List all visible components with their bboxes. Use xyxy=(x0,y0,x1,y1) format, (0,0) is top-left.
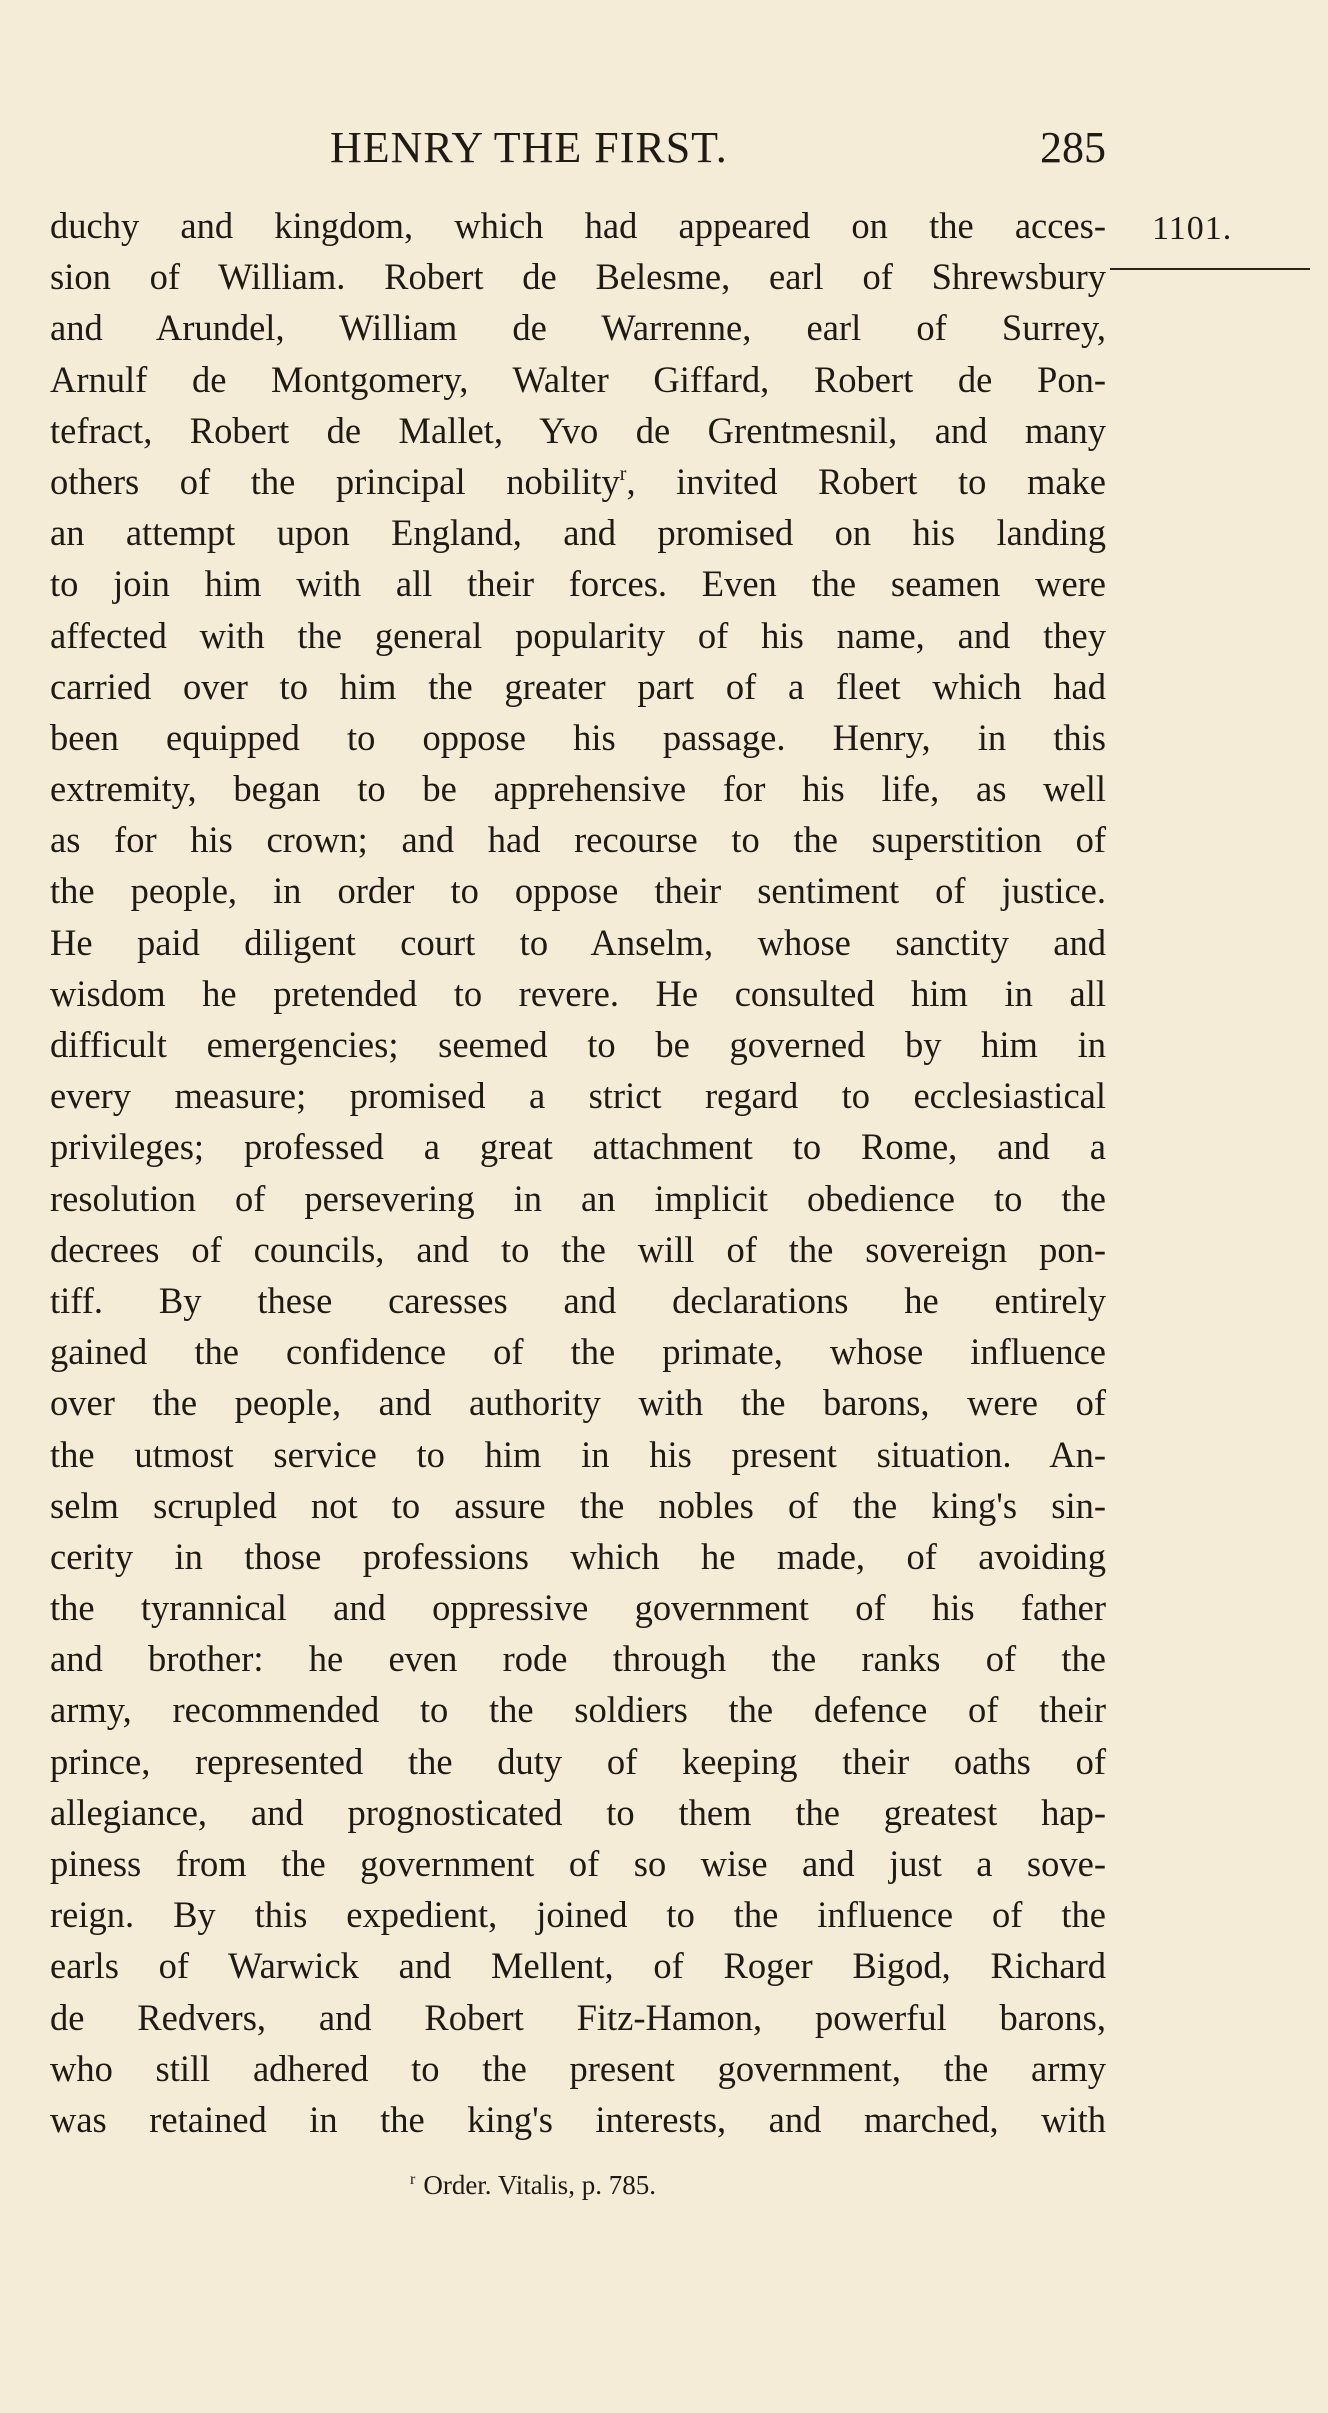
text-line: the tyrannical and oppressive government of his father xyxy=(50,1587,1106,1629)
text-line: army, recommended to the soldiers the defence of their xyxy=(50,1689,1106,1731)
text-line: tiff. By these caresses and declarations he entirely xyxy=(50,1279,1106,1321)
text-line: an attempt upon England, and promised on his landing xyxy=(50,512,1106,554)
text-line-start: others of the principal nobility xyxy=(50,460,620,502)
text-line: was retained in the king's interests, and marched, with xyxy=(50,2098,1106,2140)
margin-rule xyxy=(1110,268,1310,270)
text-line: extremity, began to be apprehensive for his life, as well xyxy=(50,768,1106,810)
body-text xyxy=(50,200,1106,2145)
text-line: difficult emergencies; seemed to be governed by him in xyxy=(50,1024,1106,1065)
text-line: every measure; promised a strict regard to ecclesiastical xyxy=(50,1075,1106,1117)
text-line: sion of William. Robert de Belesme, earl of Shrewsbury xyxy=(50,256,1106,298)
margin-year: 1101. xyxy=(1152,210,1233,247)
text-line: been equipped to oppose his passage. Henry, in this xyxy=(50,716,1106,758)
text-line: prince, represented the duty of keeping their oaths of xyxy=(50,1740,1106,1782)
text-line: and Arundel, William de Warrenne, earl of Surrey, xyxy=(50,307,1106,349)
text-line-with-footnote-ref xyxy=(50,456,1106,507)
text-line: piness from the government of so wise and just a sove- xyxy=(50,1843,1106,1884)
footnote xyxy=(410,2167,656,2203)
text-line: allegiance, and prognosticated to them the greatest hap- xyxy=(50,1791,1106,1833)
text-line: gained the confidence of the primate, whose influence xyxy=(50,1331,1106,1373)
text-line: duchy and kingdom, which had appeared on the acces- xyxy=(50,205,1106,246)
text-line: as for his crown; and had recourse to the superstition of xyxy=(50,819,1106,861)
text-line: selm scrupled not to assure the nobles of the king's sin- xyxy=(50,1484,1106,1526)
running-title: HENRY THE FIRST. xyxy=(330,123,728,172)
text-line: affected with the general popularity of his name, and they xyxy=(50,614,1106,656)
text-line: the utmost service to him in his present situation. An- xyxy=(50,1433,1106,1475)
text-line: Arnulf de Montgomery, Walter Giffard, Robert de Pon- xyxy=(50,358,1106,400)
text-line: privileges; professed a great attachment to Rome, and a xyxy=(50,1126,1106,1168)
footnote-reference: r xyxy=(619,462,627,485)
text-line: the people, in order to oppose their sentiment of justice. xyxy=(50,870,1106,912)
page-number: 285 xyxy=(1040,123,1106,172)
text-line: who still adhered to the present government, the army xyxy=(50,2047,1106,2089)
footnote-marker: r xyxy=(410,2171,416,2188)
footnote-text: Order. Vitalis, p. 785. xyxy=(423,2170,656,2200)
text-line: resolution of persevering in an implicit obedience to the xyxy=(50,1177,1106,1219)
text-line: He paid diligent court to Anselm, whose sanctity and xyxy=(50,921,1106,963)
text-line: carried over to him the greater part of a fleet which had xyxy=(50,665,1106,707)
text-line: over the people, and authority with the barons, were of xyxy=(50,1382,1106,1424)
text-line: reign. By this expedient, joined to the influence of the xyxy=(50,1894,1106,1936)
text-line: wisdom he pretended to revere. He consulted him in all xyxy=(50,972,1106,1014)
text-line: decrees of councils, and to the will of the sovereign pon- xyxy=(50,1228,1106,1270)
text-line-end: , invited Robert to make xyxy=(626,460,1106,502)
text-line: and brother: he even rode through the ranks of the xyxy=(50,1638,1106,1680)
text-line: tefract, Robert de Mallet, Yvo de Grentmesnil, and many xyxy=(50,409,1106,451)
text-line: de Redvers, and Robert Fitz-Hamon, powerful barons, xyxy=(50,1996,1106,2038)
text-line: earls of Warwick and Mellent, of Roger Bigod, Richard xyxy=(50,1945,1106,1987)
text-line: to join him with all their forces. Even the seamen were xyxy=(50,563,1106,605)
text-line: cerity in those professions which he made, of avoiding xyxy=(50,1535,1106,1577)
running-head xyxy=(330,118,1106,178)
